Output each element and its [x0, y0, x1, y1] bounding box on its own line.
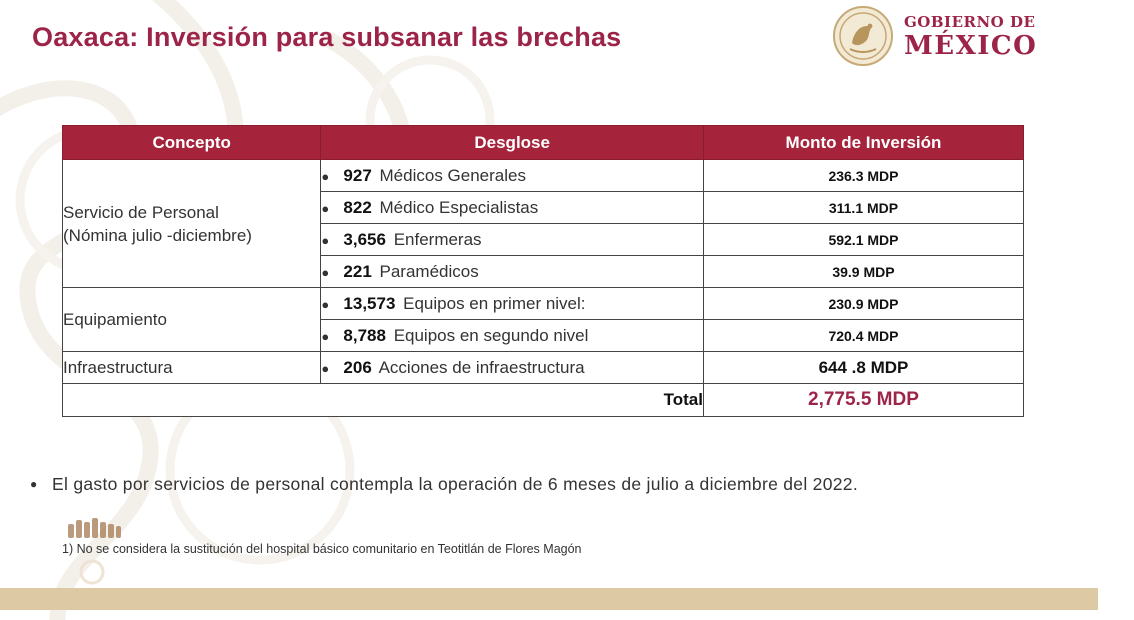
desglose-cell: [321, 288, 704, 320]
desglose-cell: [321, 320, 704, 352]
concepto-servicio-personal: [63, 160, 321, 288]
desglose-count: 927: [343, 165, 372, 185]
desglose-count: 221: [343, 261, 372, 281]
bullet-icon: ●: [321, 360, 330, 376]
table-header-row: [63, 126, 1024, 160]
desglose-desc: Paramédicos: [379, 261, 479, 281]
total-row: [63, 384, 1024, 417]
desglose-cell: [321, 160, 704, 192]
desglose-count: 206: [343, 357, 372, 377]
bullet-icon: ●: [321, 264, 330, 280]
monto-cell: 39.9 MDP: [703, 256, 1023, 288]
desglose-count: 822: [343, 197, 372, 217]
footnote-bullet: [30, 468, 870, 500]
desglose-desc: Equipos en segundo nivel: [393, 325, 589, 345]
table-row: [63, 288, 1024, 320]
desglose-desc: Médicos Generales: [379, 165, 526, 185]
desglose-cell: [321, 352, 704, 384]
desglose-desc: Enfermeras: [393, 229, 482, 249]
desglose-count: 13,573: [343, 293, 396, 313]
concepto-sublabel: (Nómina julio -diciembre): [63, 225, 252, 245]
desglose-desc: Acciones de infraestructura: [378, 357, 585, 377]
investment-table: [62, 125, 1024, 417]
monto-cell: 230.9 MDP: [703, 288, 1023, 320]
bullet-icon: ●: [321, 328, 330, 344]
bullet-icon: ●: [321, 168, 330, 184]
logo-line-gobierno-de: GOBIERNO DE: [904, 13, 1036, 31]
bullet-icon: ●: [30, 477, 38, 491]
concepto-label: Infraestructura: [63, 358, 173, 377]
concepto-infraestructura: [63, 352, 321, 384]
desglose-cell: [321, 256, 704, 288]
bottom-bar: [0, 588, 1098, 610]
desglose-cell: [321, 224, 704, 256]
desglose-count: 3,656: [343, 229, 386, 249]
desglose-count: 8,788: [343, 325, 386, 345]
table-row: [63, 160, 1024, 192]
header-monto: Monto de Inversión: [703, 126, 1023, 160]
logo-line-mexico: MÉXICO: [904, 31, 1038, 61]
monto-cell: 311.1 MDP: [703, 192, 1023, 224]
footnote: 1) No se considera la sustitución del hospital básico comunitario en Teotitlán de Flores Magón: [62, 542, 582, 556]
header-concepto: Concepto: [63, 126, 321, 160]
concepto-equipamiento: [63, 288, 321, 352]
desglose-desc: Equipos en primer nivel:: [403, 293, 586, 313]
bullet-icon: ●: [321, 200, 330, 216]
desglose-desc: Médico Especialistas: [379, 197, 539, 217]
concepto-label: Servicio de Personal: [63, 202, 219, 222]
bullet-icon: ●: [321, 296, 330, 312]
header-desglose: Desglose: [321, 126, 704, 160]
table-row: [63, 352, 1024, 384]
gobierno-de-mexico-logo: [832, 5, 1047, 67]
slide-title: Oaxaca: Inversión para subsanar las brechas: [32, 22, 622, 52]
monto-cell: 236.3 MDP: [703, 160, 1023, 192]
monto-cell: 644 .8 MDP: [703, 352, 1023, 384]
total-value: 2,775.5 MDP: [703, 384, 1023, 417]
desglose-cell: [321, 192, 704, 224]
monto-cell: 592.1 MDP: [703, 224, 1023, 256]
mexico-coat-of-arms-icon: [832, 5, 894, 67]
bullet-icon: ●: [321, 232, 330, 248]
note-text: El gasto por servicios de personal contempla la operación de 6 meses de julio a diciembre del 2022.: [52, 474, 858, 494]
total-label: Total: [63, 384, 704, 417]
monto-cell: 720.4 MDP: [703, 320, 1023, 352]
concepto-label: Equipamiento: [63, 310, 167, 329]
